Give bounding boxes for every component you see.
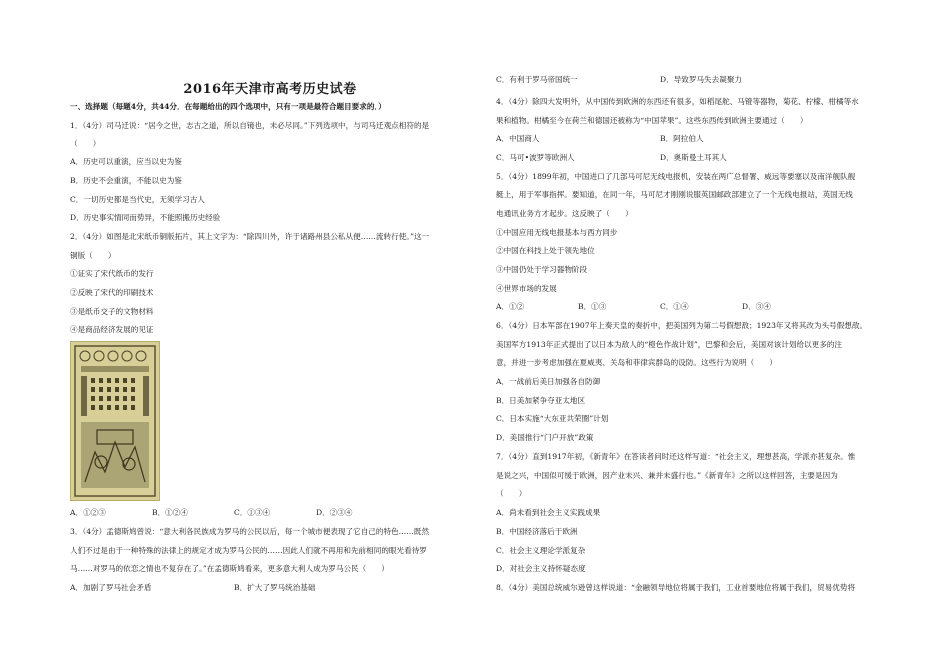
q1-option-a: A．历史可以重演，应当以史为鉴 [70, 157, 182, 166]
q6-stem-line-3: 意，并进一步考虑加强在夏威夷、关岛和菲律宾群岛的设防。这些行为说明（ ） [496, 358, 777, 367]
q8-stem-line-1: 8．（4分）美国总统威尔逊曾这样说道：“金融领导地位将属于我们，工业首要地位将属于我们，贸易优势将 [496, 583, 856, 592]
q2-option-b: B．①②④ [152, 508, 188, 517]
q4-stem-line-1: 4．（4分）除四大发明外，从中国传到欧洲的东西还有很多，如稻尾舵、马镫等器物，菊花、柠檬、柑橘等水 [496, 97, 859, 106]
q7-stem-line-3: （ ） [496, 489, 527, 498]
q2-item-1: ①证实了宋代纸币的发行 [70, 269, 154, 278]
q5-item-2: ②中国在科技上处于领先地位 [496, 246, 595, 255]
q7-option-a: A．尚未看到社会主义实践成果 [496, 508, 601, 517]
q5-item-3: ③中国仍处于学习器物阶段 [496, 265, 588, 274]
q7-stem-line-2: 是说之兴，中国似可缓于欧洲，因产业未兴、兼并未盛行也。”《新青年》之所以这样回答，主要是因为 [496, 471, 838, 480]
q7-stem-line-1: 7．（4分）直到1917年初，《新青年》在答读者问时还这样写道：“社会主义，理想甚高，学派亦甚复杂。惟 [496, 452, 856, 461]
q4-option-b: B．阿拉伯人 [660, 134, 704, 143]
q2-option-c: C．①③④ [234, 508, 271, 517]
q6-option-b: B．日美加紧争夺亚太地区 [496, 396, 586, 405]
q1-option-b: B．历史不会重演，不能以史为鉴 [70, 176, 182, 185]
q4-option-a: A．中国商人 [496, 134, 540, 143]
q3-stem-line-3: 马……对罗马的依恋之情也不复存在了。”在孟德斯鸠看来，更多意大利人成为罗马公民（ ） [70, 564, 390, 573]
q3-option-c: C．有利于罗马帝国统一 [496, 75, 578, 84]
q2-option-d: D．②③④ [316, 508, 353, 517]
q3-option-b: B．扩大了罗马统治基础 [234, 583, 316, 592]
song-banknote-rubbing-image [70, 341, 160, 501]
q6-stem-line-1: 6．（4分）日本军部在1907年上奏天皇的奏折中，把美国列为第二号假想敌；1923年又将其改为头号假想敌。 [496, 321, 868, 330]
exam-title: 2016年天津市高考历史试卷 [183, 82, 357, 97]
q1-stem-line-2: （ ） [70, 139, 101, 148]
q5-stem-line-2: 艇上，用于军事指挥。要知道，在同一年，马可尼才刚刚说服英国邮政部建立了一个无线电报站，英国无线 [496, 190, 853, 199]
q3-option-a: A．加剧了罗马社会矛盾 [70, 583, 152, 592]
q5-stem-line-1: 5．（4分）1899年初，中国进口了几部马可尼无线电报机，安装在两广总督署、威远等要塞以及南洋舰队舰 [496, 172, 856, 181]
q5-item-4: ④世界市场的发展 [496, 284, 557, 293]
q5-option-c: C．①④ [660, 302, 689, 311]
q4-stem-line-2: 果和植物。柑橘至今在荷兰和德国还被称为“中国苹果”。这些东西传到欧洲主要通过（ ） [496, 116, 808, 125]
q6-option-a: A．一战前后美日加强各自防御 [496, 377, 601, 386]
q7-option-c: C．社会主义理论学派复杂 [496, 546, 586, 555]
q2-option-a: A．①②③ [70, 508, 106, 517]
q3-option-d: D．导致罗马失去凝聚力 [660, 75, 743, 84]
q6-stem-line-2: 美国军方1913年正式提出了以日本为敌人的“橙色作战计划”，巴黎和会后，美国对该计划给以更多的注 [496, 340, 843, 349]
q2-item-3: ③是纸币交子的文物材料 [70, 307, 154, 316]
q1-option-c: C．一切历史都是当代史，无须学习古人 [70, 195, 205, 204]
q5-item-1: ①中国应用无线电报基本与西方同步 [496, 228, 618, 237]
q2-stem-line-1: 2．（4分）如图是北宋纸币铜版拓片，其上文字为：“除四川外，许于诸路州县公私从便……流转行使。”这一 [70, 232, 430, 241]
q5-stem-line-3: 电通讯业务方才起步。这反映了（ ） [496, 209, 633, 218]
q1-option-d: D．历史事实情同而势异，不能照搬历史经验 [70, 213, 221, 222]
q7-option-b: B．中国经济落后于欧洲 [496, 527, 578, 536]
q2-item-4: ④是商品经济发展的见证 [70, 325, 154, 334]
q5-option-b: B．①③ [578, 302, 607, 311]
q3-stem-line-1: 3．（4分）孟德斯鸠曾说：“意大利各民族成为罗马的公民以后，每一个城市便表现了它自己的特色……既然 [70, 527, 430, 536]
q2-item-2: ②反映了宋代的印刷技术 [70, 288, 154, 297]
section-heading: 一、选择题（每题4分，共44分．在每题给出的四个选项中，只有一项是最符合题目要求的．） [70, 102, 386, 111]
q2-stem-line-2: 铜版（ ） [70, 251, 116, 260]
q1-stem-line-1: 1．（4分）司马迁说：“居今之世，志古之道，所以自镜也，未必尽同。”下列选项中，与司马迁观点相符的是 [70, 121, 430, 130]
q4-option-c: C．马可•波罗等欧洲人 [496, 153, 575, 162]
q6-option-c: C．日本实施“大东亚共荣圈”计划 [496, 414, 609, 423]
q7-option-d: D．对社会主义持怀疑态度 [496, 564, 586, 573]
q4-option-d: D．奥斯曼土耳其人 [660, 153, 727, 162]
q5-option-d: D．③④ [742, 302, 771, 311]
q3-stem-line-2: 人们不过是由于一种特殊的法律上的规定才成为罗马公民的……因此人们就不再用和先前相同的眼光看待罗 [70, 546, 427, 555]
q5-option-a: A．①② [496, 302, 525, 311]
q6-option-d: D．美国推行“门户开放”政策 [496, 433, 594, 442]
